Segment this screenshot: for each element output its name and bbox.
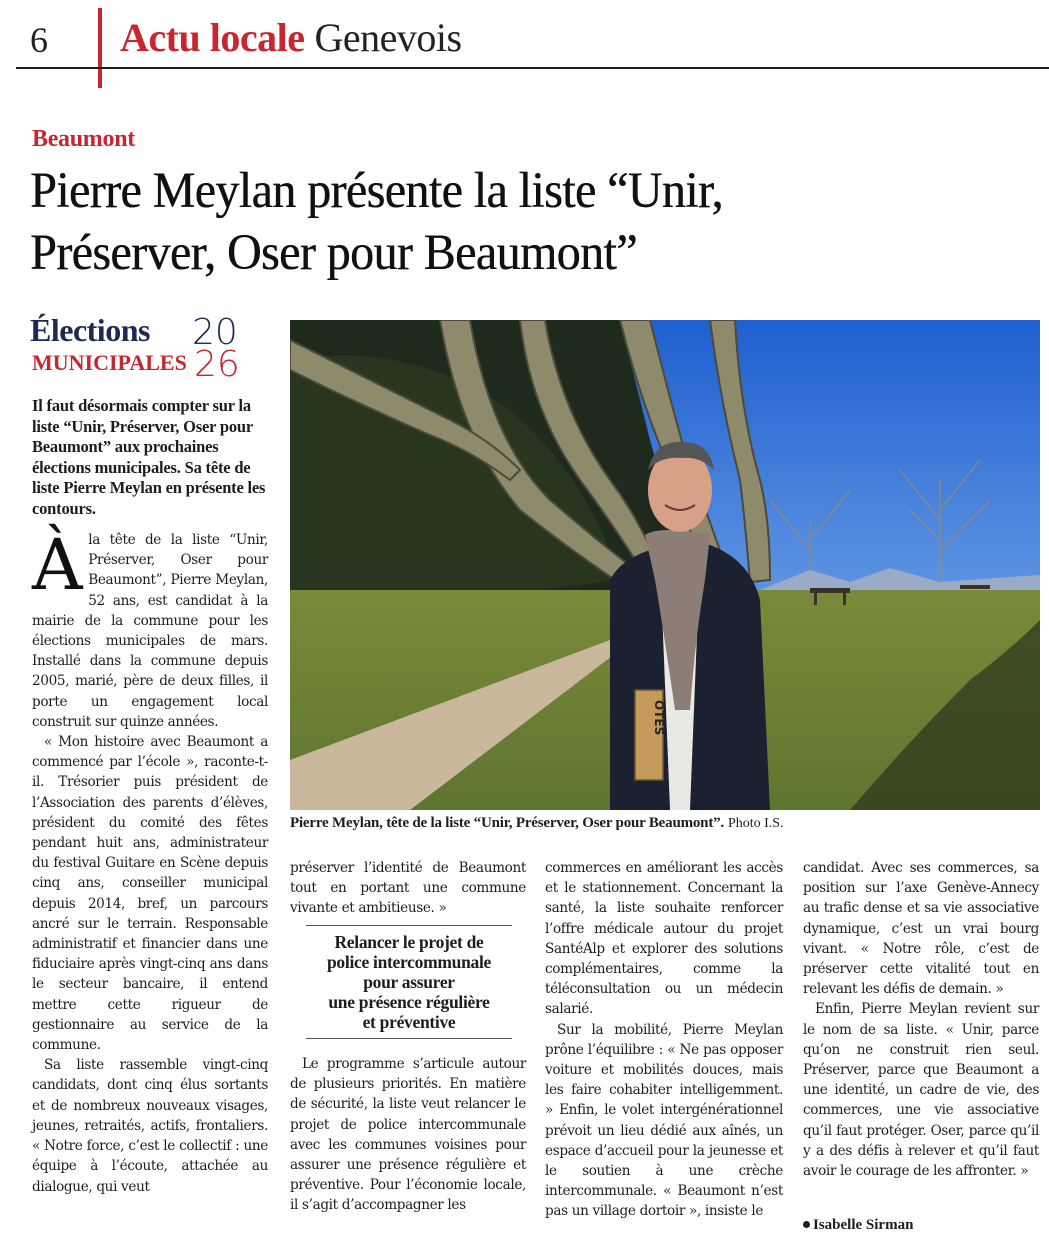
body-paragraph: candidat. Avec ses commerces, sa position sur l’axe Genève-Annecy au trafic dense et sa vie associative dynamique, c’est un vrai bourg vivant. « Notre rôle, c’est de préserver cette vitalité tout en relevant les défis de demain. » xyxy=(803,860,1039,998)
author-name: Isabelle Sirman xyxy=(813,1217,914,1233)
body-column-4 xyxy=(803,858,1039,1181)
notebook-label: OTES xyxy=(652,700,666,736)
logo-elections-word: Élections xyxy=(30,312,150,348)
inter-title-line: Relancer le projet de xyxy=(334,932,484,952)
body-column-2 xyxy=(290,858,526,919)
drop-cap: À xyxy=(32,524,83,606)
photo-caption xyxy=(290,815,1040,832)
body-paragraph: commerces en améliorant les accès et le stationnement. Concernant la santé, la liste souhaite renforcer l’offre médicale autour du projet SantéAlp et explorer des solutions complémentaires, comme la téléconsultation ou un médecin salarié. xyxy=(545,860,783,1018)
inter-title-line: pour assurer xyxy=(363,972,455,992)
inter-title-line: police intercommunale xyxy=(327,952,491,972)
inter-title-line: une présence régulière xyxy=(328,992,490,1012)
body-paragraph: Le programme s’articule autour de plusieurs priorités. En matière de sécurité, la liste veut relancer le projet de police intercommunale avec les communes voisines pour assurer une présence régulière et préventive. Pour l’économie locale, il s’agit d’accompagner les xyxy=(290,1056,526,1214)
caption-text: Pierre Meylan, tête de la liste “Unir, Préserver, Oser pour Beaumont”. xyxy=(290,815,724,831)
logo-municipales-word: MUNICIPALES xyxy=(32,350,187,375)
section-accent-bar xyxy=(98,8,102,88)
section-header xyxy=(120,14,462,62)
body-paragraph: Enfin, Pierre Meylan revient sur le nom de sa liste. « Unir, parce qu’on ne construit rien seul. Préserver, parce que Beaumont a une identité, un cadre de vie, des commerces, une vie associative qu’il faut protéger. Oser, parce qu’il y a des défis à relever et qu’il faut avoir le courage de les affronter. » xyxy=(803,1001,1039,1180)
logo-year-2026 xyxy=(190,310,270,380)
elections-logo xyxy=(30,310,280,385)
body-paragraph: À la tête de la liste “Unir, Préserver, Oser pour Beaumont”, Pierre Meylan, 52 ans, est candidat à la mairie de la commune pour les élections municipales de mars. Installé dans la commune depuis 2005, marié, père de deux filles, il porte un engagement local construit sur quinze années. xyxy=(32,524,268,730)
section-label: Actu locale xyxy=(120,15,305,60)
inter-title xyxy=(306,925,512,1039)
body-column-1 xyxy=(32,524,268,1197)
logo-year-top: 20 xyxy=(192,312,238,353)
article-lede: Il faut désormais compter sur la liste “Unir, Préserver, Oser pour Beaumont” aux prochaines élections municipales. Sa tête de liste Pierre Meylan en présente les contours. xyxy=(32,396,266,518)
body-column-3 xyxy=(545,858,783,1222)
body-paragraph: Sa liste rassemble vingt-cinq candidats, dont cinq élus sortants et de nombreux nouveaux visages, jeunes, retraités, actifs, frontaliers. « Notre force, c’est le collectif : une équipe à l’écoute, attachée au dialogue, qui veut xyxy=(32,1057,268,1195)
section-sublabel: Genevois xyxy=(314,15,462,60)
author-byline xyxy=(803,1217,913,1234)
inter-title-line: et préventive xyxy=(362,1012,456,1032)
body-paragraph: Sur la mobilité, Pierre Meylan prône l’équilibre : « Ne pas opposer voiture et mobilités douces, mais les faire cohabiter intelligemment. » Enfin, le volet intergénérationnel prévoit un lieu dédié aux aînés, un espace d’accueil pour la jeunesse et le soutien à une crèche intercommunale. « Beaumont n’est pas un village dortoir », insiste le xyxy=(545,1021,783,1220)
article-headline: Pierre Meylan présente la liste “Unir, Préserver, Oser pour Beaumont” xyxy=(30,163,723,281)
logo-year-bottom: 26 xyxy=(194,344,240,380)
photo-park-portrait xyxy=(290,320,1040,810)
byline-bullet-icon xyxy=(803,1221,810,1228)
body-paragraph: préserver l’identité de Beaumont tout en portant une commune vivante et ambitieuse. » xyxy=(290,860,526,917)
header-rule xyxy=(16,67,1049,69)
page-number: 6 xyxy=(30,20,48,60)
body-column-2-continued xyxy=(290,1054,526,1216)
article-photo xyxy=(290,320,1040,810)
photo-credit: Photo I.S. xyxy=(727,816,784,831)
body-paragraph: « Mon histoire avec Beaumont a commencé par l’école », raconte-t-il. Trésorier puis président de l’Association des parents d’élèves, président du comité des fêtes pendant huit ans, administrateur du festival Guitare en Scène depuis cinq ans, conseiller municipal depuis 2014, bref, un parcours ancré sur le terrain. Responsable administratif et financier dans une fiduciaire après vingt-cinq ans dans le secteur bancaire, il entend mettre cette rigueur de gestionnaire au service de la commune. xyxy=(32,734,268,1054)
article-kicker: Beaumont xyxy=(32,126,135,152)
